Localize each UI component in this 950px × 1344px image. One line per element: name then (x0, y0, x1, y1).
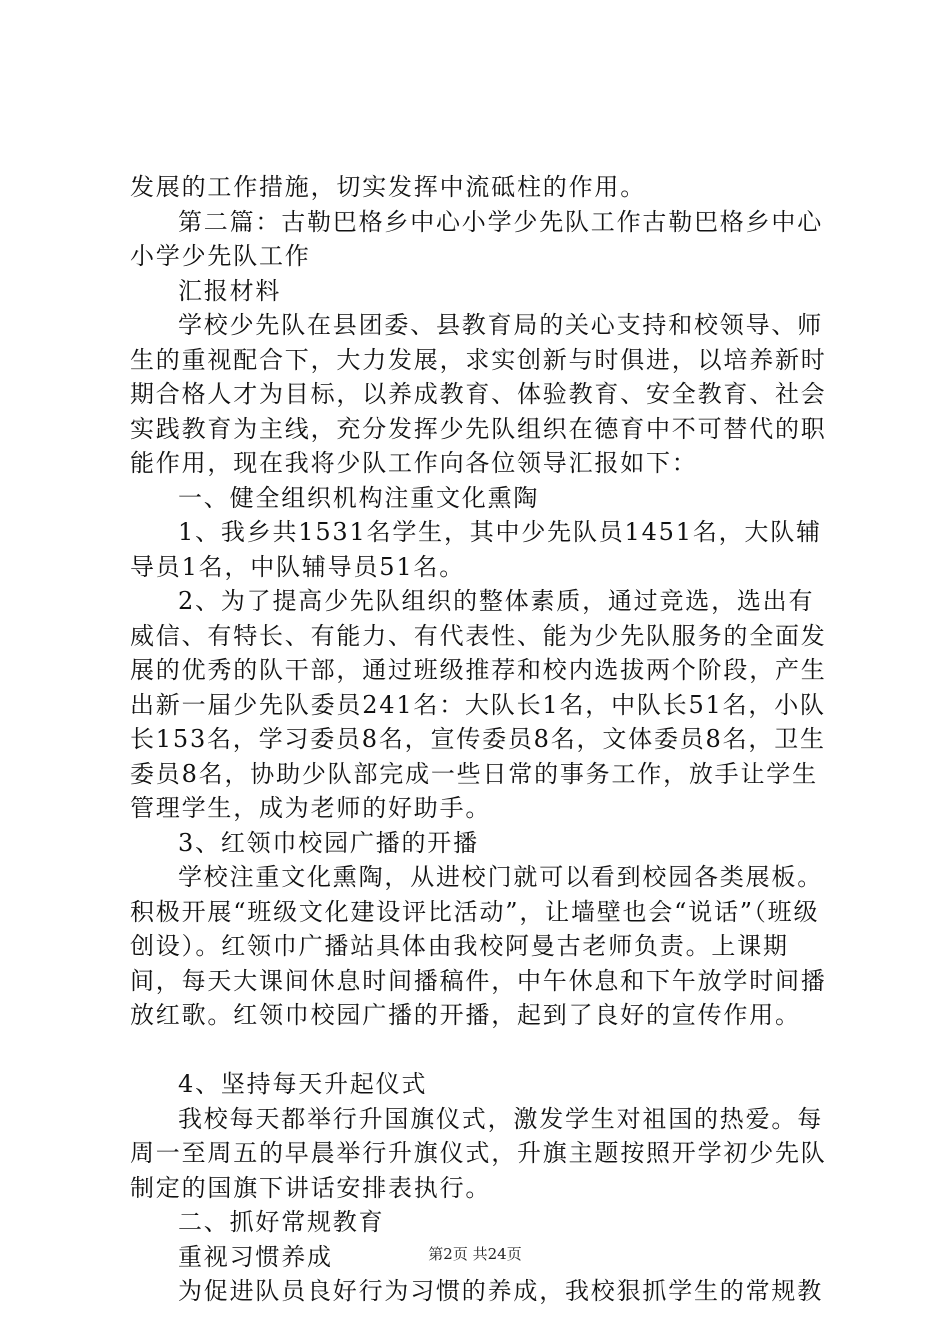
heading-two: 二、抓好常规教育 (178, 1208, 385, 1236)
document-body (130, 170, 840, 1309)
subtitle-report: 汇报材料 (178, 276, 282, 305)
item-3: 3、红领巾校园广播的开播 (178, 828, 479, 857)
subheading-habits: 重视习惯养成 (178, 1242, 333, 1271)
item-2: 2、为了提高少先队组织的整体素质，通过竞选，选出有威信、有特长、有能力、有代表性、能为少先队服务的全面发展的优秀的队干部，通过班级推荐和校内选拔两个阶段，产生出新一届少先队委员241名：大队长1名，中队长51名，小队长153名，学习委员8名，宣传委员8名，文体委员8名，卫生委员8名，协助少队部完成一些日常的事务工作，放手让学生管理学生，成为老师的好助手。 (130, 587, 827, 822)
blank-line (130, 1033, 840, 1068)
section-title-part-two: 第二篇：古勒巴格乡中心小学少先队工作古勒巴格乡中心小学少先队工作 (130, 207, 823, 270)
page-number-footer: 第2页 共24页 (428, 1245, 522, 1263)
paragraph-broadcast: 学校注重文化熏陶，从进校门就可以看到校园各类展板。积极开展“班级文化建设评比活动”，让墙壁也会“说话”（班级创设）。红领巾广播站具体由我校阿曼古老师负责。上课期间，每天大课间休息时间播稿件，中午休息和下午放学时间播放红歌。红领巾校园广播的开播，起到了良好的宣传作用。 (130, 863, 827, 1029)
paragraph-1: 发展的工作措施，切实发挥中流砥柱的作用。 (130, 173, 646, 201)
item-1: 1、我乡共1531名学生，其中少先队员1451名，大队辅导员1名，中队辅导员51名。 (130, 518, 822, 581)
paragraph-habits: 为促进队员良好行为习惯的养成，我校狠抓学生的常规教 (178, 1277, 823, 1305)
paragraph-intro: 学校少先队在县团委、县教育局的关心支持和校领导、师生的重视配合下，大力发展，求实创新与时俱进，以培养新时期合格人才为目标，以养成教育、体验教育、安全教育、社会实践教育为主线，充分发挥少先队组织在德育中不可替代的职能作用，现在我将少队工作向各位领导汇报如下： (130, 311, 827, 477)
paragraph-flag-ceremony: 我校每天都举行升国旗仪式，激发学生对祖国的热爱。每周一至周五的早晨举行升旗仪式，升旗主题按照开学初少先队制定的国旗下讲话安排表执行。 (130, 1104, 827, 1202)
heading-one: 一、健全组织机构注重文化熏陶 (178, 483, 540, 512)
item-4: 4、坚持每天升起仪式 (178, 1070, 428, 1098)
